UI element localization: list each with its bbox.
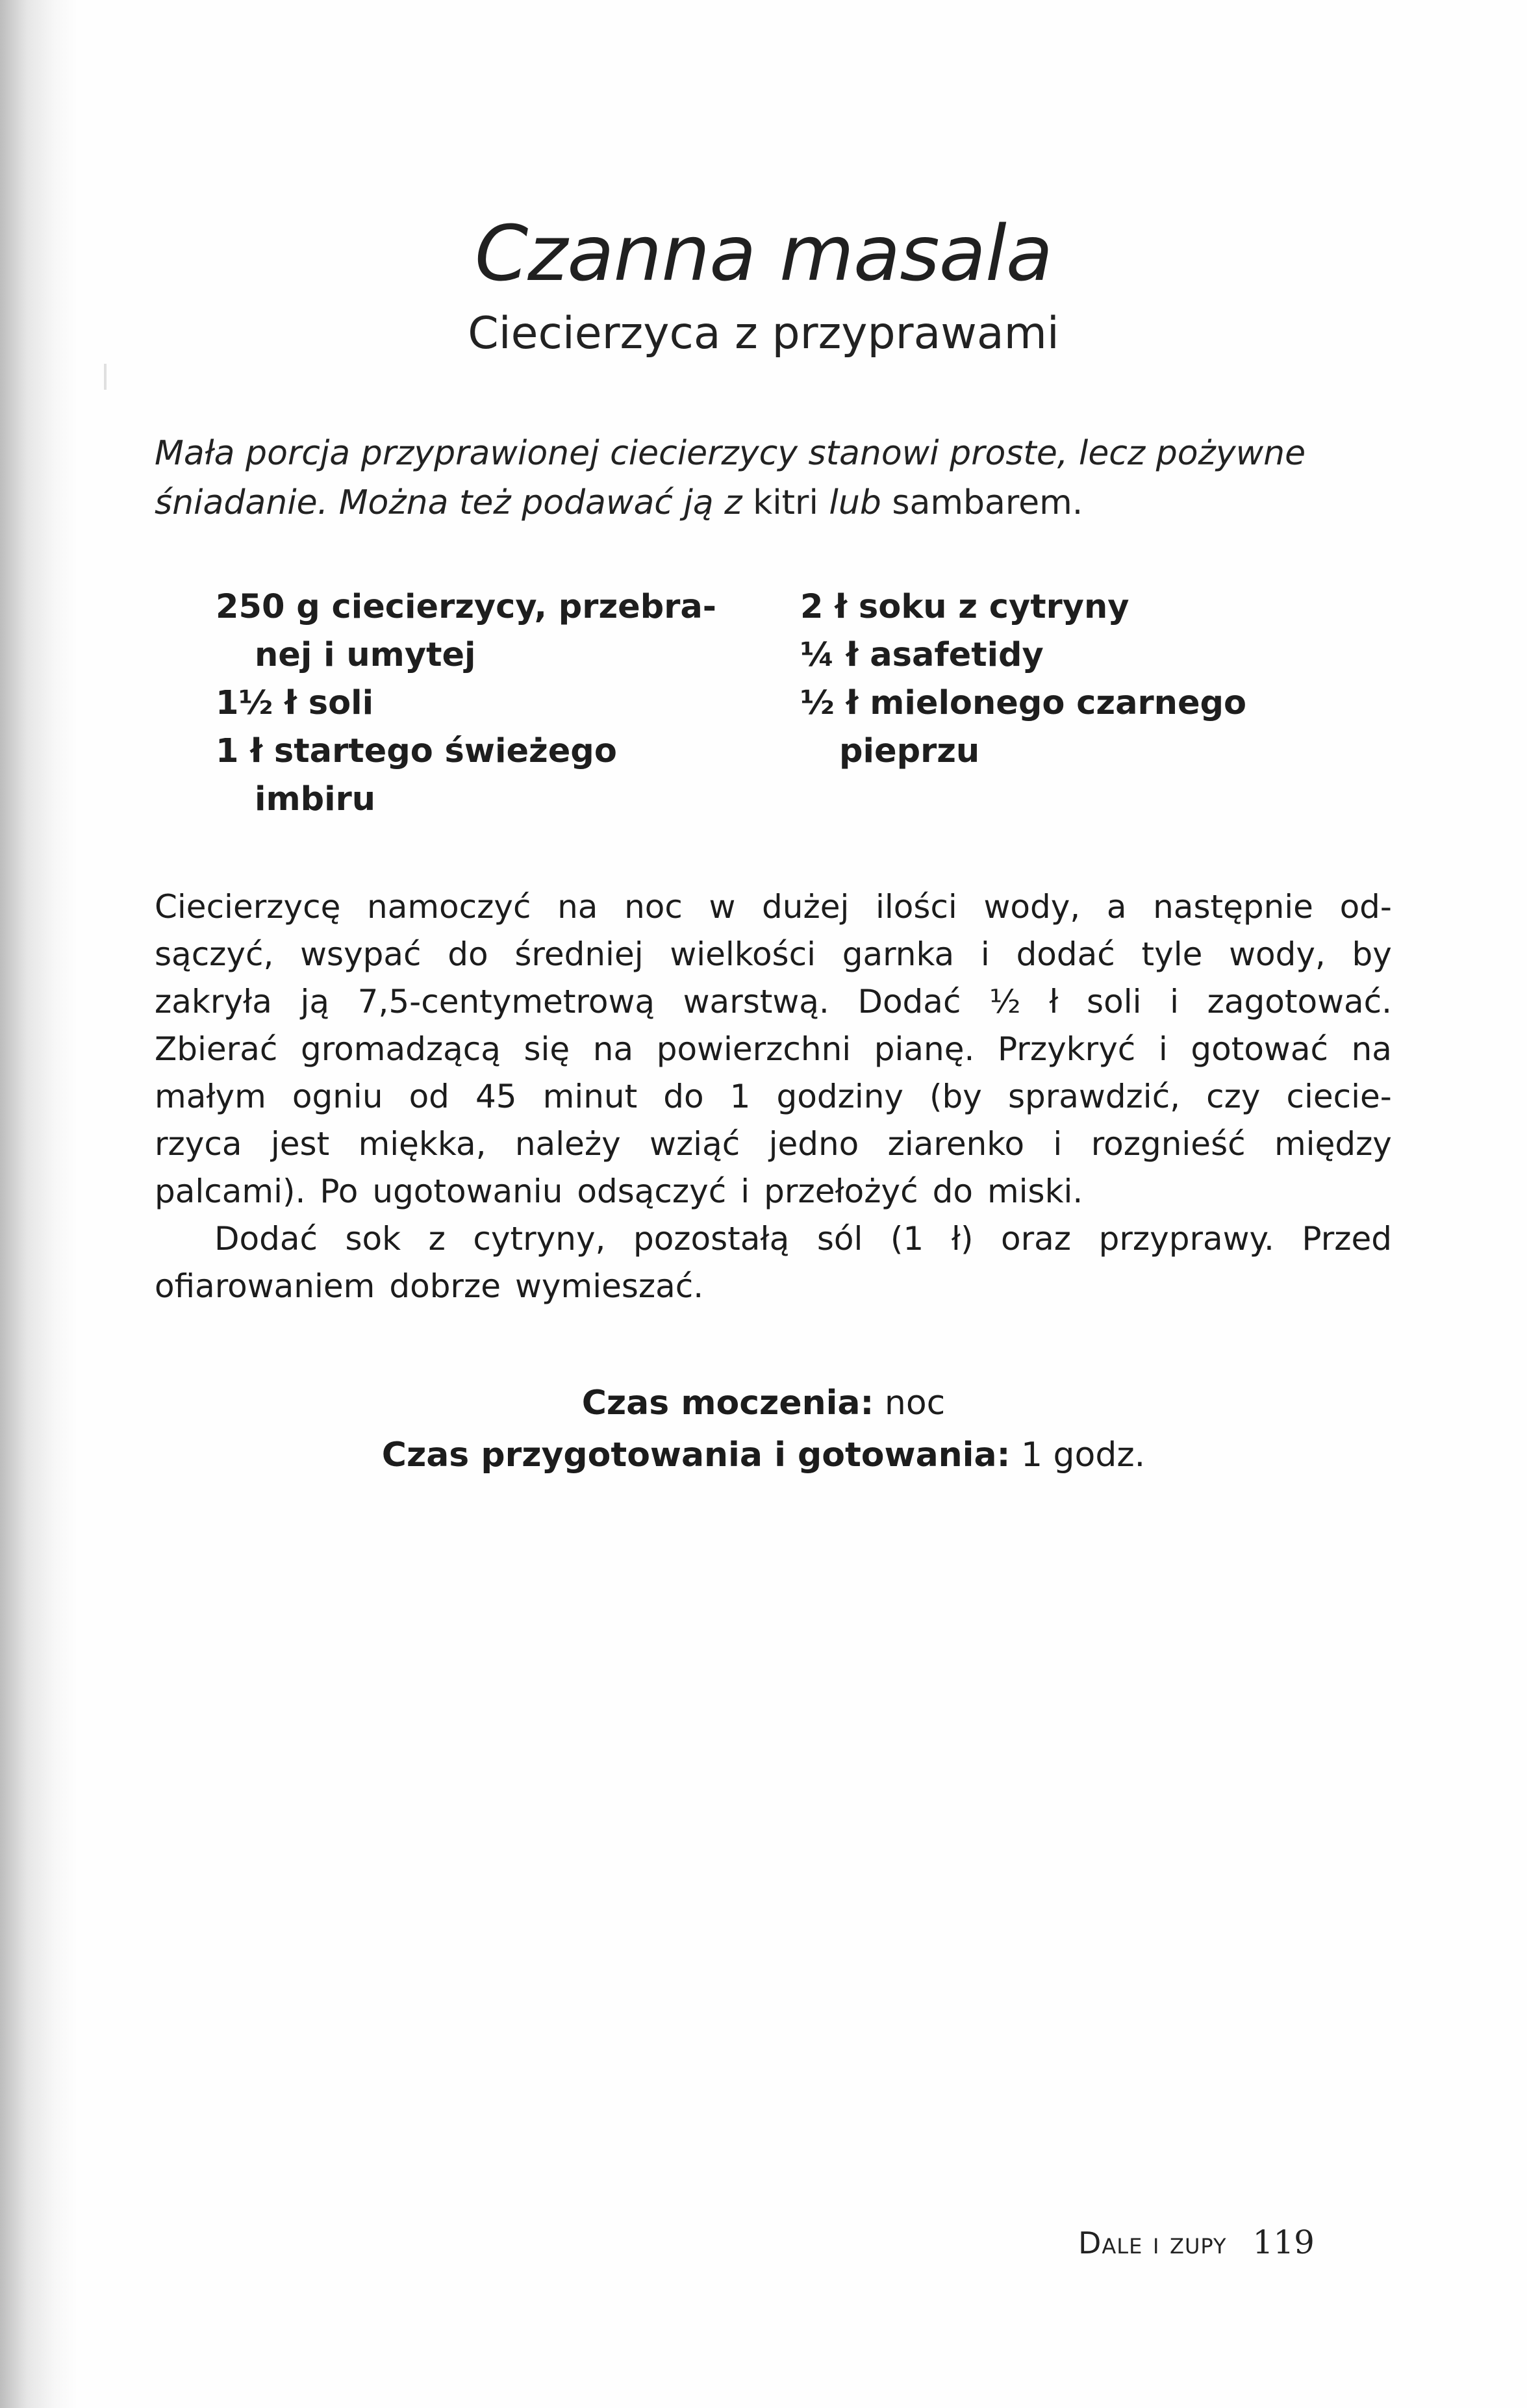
- recipe-intro: [155, 429, 1428, 527]
- prep-time-label: Czas przygotowania i gotowania:: [381, 1436, 1011, 1475]
- intro-line-2: [155, 478, 1428, 527]
- method-word: ł: [1049, 983, 1059, 1020]
- method-word: jedno: [768, 1125, 859, 1163]
- method-word: sprawdzić,: [1007, 1078, 1181, 1115]
- method-word: rzyca: [155, 1125, 242, 1163]
- recipe-title: Czanna masala: [474, 209, 1053, 298]
- method-word: się: [524, 1030, 570, 1068]
- method-word: by: [1352, 935, 1392, 973]
- method-word: i: [1170, 983, 1180, 1020]
- method-word: gromadzącą: [300, 1030, 501, 1068]
- method-word: dodać: [1016, 935, 1115, 973]
- method-word: należy: [514, 1125, 621, 1163]
- method-word: od-: [1339, 888, 1392, 926]
- intro-line-1: Mała porcja przyprawionej ciecierzycy stanowi proste, lecz pożywne: [155, 434, 1306, 473]
- intro-dish-name: sambarem.: [892, 483, 1083, 522]
- method-word: ½: [989, 983, 1021, 1020]
- intro-text: śniadanie. Można też podawać ją z: [155, 483, 742, 522]
- method-word: ciecie-: [1286, 1078, 1392, 1115]
- method-word: Dodać: [214, 1220, 318, 1258]
- method-word: do: [932, 1172, 973, 1210]
- method-word: 45: [475, 1078, 517, 1115]
- method-word: małym: [155, 1078, 266, 1115]
- recipe-subtitle: Ciecierzyca z przyprawami: [468, 308, 1059, 359]
- method-word: następnie: [1153, 888, 1313, 926]
- method-word: noc: [624, 888, 683, 926]
- method-word: ziarenko: [887, 1125, 1025, 1163]
- method-word: na: [1351, 1030, 1392, 1068]
- method-word: średniej: [514, 935, 644, 973]
- method-line: [155, 1168, 1392, 1215]
- method-word: przyprawy.: [1098, 1220, 1274, 1258]
- method-line: [155, 1073, 1392, 1121]
- method-word: czy: [1206, 1078, 1261, 1115]
- ingredient-item: ½ ł mielonego czarnego: [800, 684, 1247, 722]
- method-word: miękka,: [358, 1125, 486, 1163]
- method-word: wody,: [983, 888, 1081, 926]
- method-word: 7,5-centymetrową: [357, 983, 655, 1020]
- method-line: [155, 978, 1392, 1026]
- method-word: dużej: [762, 888, 850, 926]
- method-word: pianę.: [874, 1030, 975, 1068]
- method-word: Dodać: [857, 983, 961, 1020]
- method-word: (1: [890, 1220, 924, 1258]
- ingredient-item: 2 ł soku z cytryny: [800, 588, 1129, 626]
- method-word: sączyć,: [155, 935, 274, 973]
- intro-text: lub: [829, 483, 881, 522]
- ingredients-column-right: [800, 583, 1385, 776]
- ingredient-item: 1 ł startego świeżego: [216, 732, 617, 770]
- method-word: dobrze: [389, 1267, 501, 1305]
- method-word: ogniu: [292, 1078, 383, 1115]
- method-word: przełożyć: [764, 1172, 918, 1210]
- method-word: ilości: [876, 888, 957, 926]
- method-word: 1: [729, 1078, 751, 1115]
- ingredient-item: ¼ ł asafetidy: [800, 636, 1044, 674]
- method-word: do: [663, 1078, 704, 1115]
- method-word: oraz: [1001, 1220, 1072, 1258]
- method-word: zagotować.: [1207, 983, 1392, 1020]
- method-word: rozgnieść: [1091, 1125, 1246, 1163]
- method-word: tyle: [1141, 935, 1203, 973]
- prep-time-value: 1 godz.: [1020, 1436, 1146, 1475]
- soak-time-value: noc: [884, 1384, 946, 1423]
- method-word: Zbierać: [155, 1030, 278, 1068]
- method-line: [155, 1215, 1392, 1263]
- method-word: sok: [345, 1220, 401, 1258]
- method-line: [155, 1121, 1392, 1168]
- intro-dish-name: kitri: [753, 483, 818, 522]
- method-word: wziąć: [650, 1125, 740, 1163]
- page-number: 119: [1252, 2224, 1315, 2261]
- method-line: [155, 883, 1392, 931]
- method-word: i: [980, 935, 990, 973]
- method-line: [155, 1026, 1392, 1073]
- method-word: palcami).: [155, 1172, 306, 1210]
- method-word: garnka: [842, 935, 955, 973]
- method-word: minut: [542, 1078, 638, 1115]
- method-line: [155, 931, 1392, 978]
- method-word: gotować: [1191, 1030, 1328, 1068]
- method-word: wielkości: [670, 935, 816, 973]
- method-word: ofiarowaniem: [155, 1267, 375, 1305]
- method-word: miski.: [987, 1172, 1083, 1210]
- method-word: cytryny,: [473, 1220, 606, 1258]
- ingredient-item: 250 g ciecierzycy, przebra-: [216, 588, 716, 626]
- method-word: a: [1106, 888, 1127, 926]
- method-word: odsączyć: [577, 1172, 727, 1210]
- method-word: wsypać: [300, 935, 422, 973]
- page-mark: [104, 364, 107, 390]
- method-word: Przed: [1302, 1220, 1392, 1258]
- method-word: z: [428, 1220, 446, 1258]
- method-word: ją: [300, 983, 330, 1020]
- method-word: sól: [816, 1220, 863, 1258]
- method-word: namoczyć: [367, 888, 531, 926]
- method-word: powierzchni: [656, 1030, 852, 1068]
- method-word: Po: [320, 1172, 359, 1210]
- method-line: [155, 1263, 1392, 1310]
- soak-time-label: Czas moczenia:: [581, 1384, 874, 1423]
- prep-time: [0, 1429, 1527, 1481]
- method-word: Przykryć: [998, 1030, 1136, 1068]
- ingredient-item-continued: imbiru: [255, 780, 376, 818]
- ingredient-item-continued: nej i umytej: [255, 636, 476, 674]
- method-word: i: [1158, 1030, 1168, 1068]
- method-word: na: [592, 1030, 634, 1068]
- method-word: soli: [1087, 983, 1142, 1020]
- method-word: na: [557, 888, 598, 926]
- method-word: (by: [929, 1078, 982, 1115]
- page-footer: [1078, 2223, 1315, 2262]
- method-word: warstwą.: [683, 983, 829, 1020]
- running-footer-section: Dale i zupy: [1078, 2225, 1227, 2261]
- method-word: od: [409, 1078, 449, 1115]
- method-word: do: [448, 935, 488, 973]
- ingredient-item: 1½ ł soli: [216, 684, 374, 722]
- method-word: Ciecierzycę: [155, 888, 341, 926]
- method-word: i: [740, 1172, 750, 1210]
- method-word: zakryła: [155, 983, 272, 1020]
- ingredients-column-left: [216, 583, 800, 824]
- recipe-method: [155, 883, 1392, 1310]
- method-word: jest: [270, 1125, 330, 1163]
- ingredient-item-continued: pieprzu: [839, 732, 980, 770]
- method-word: pozostałą: [633, 1220, 790, 1258]
- method-word: w: [709, 888, 736, 926]
- method-word: godziny: [776, 1078, 903, 1115]
- method-word: ugotowaniu: [372, 1172, 563, 1210]
- method-word: ł): [951, 1220, 974, 1258]
- method-word: i: [1053, 1125, 1063, 1163]
- method-word: wymieszać.: [515, 1267, 704, 1305]
- book-gutter-shadow: [0, 0, 78, 2408]
- method-word: wody,: [1229, 935, 1326, 973]
- method-word: między: [1274, 1125, 1392, 1163]
- recipe-times: [0, 1377, 1527, 1481]
- soak-time: [0, 1377, 1527, 1429]
